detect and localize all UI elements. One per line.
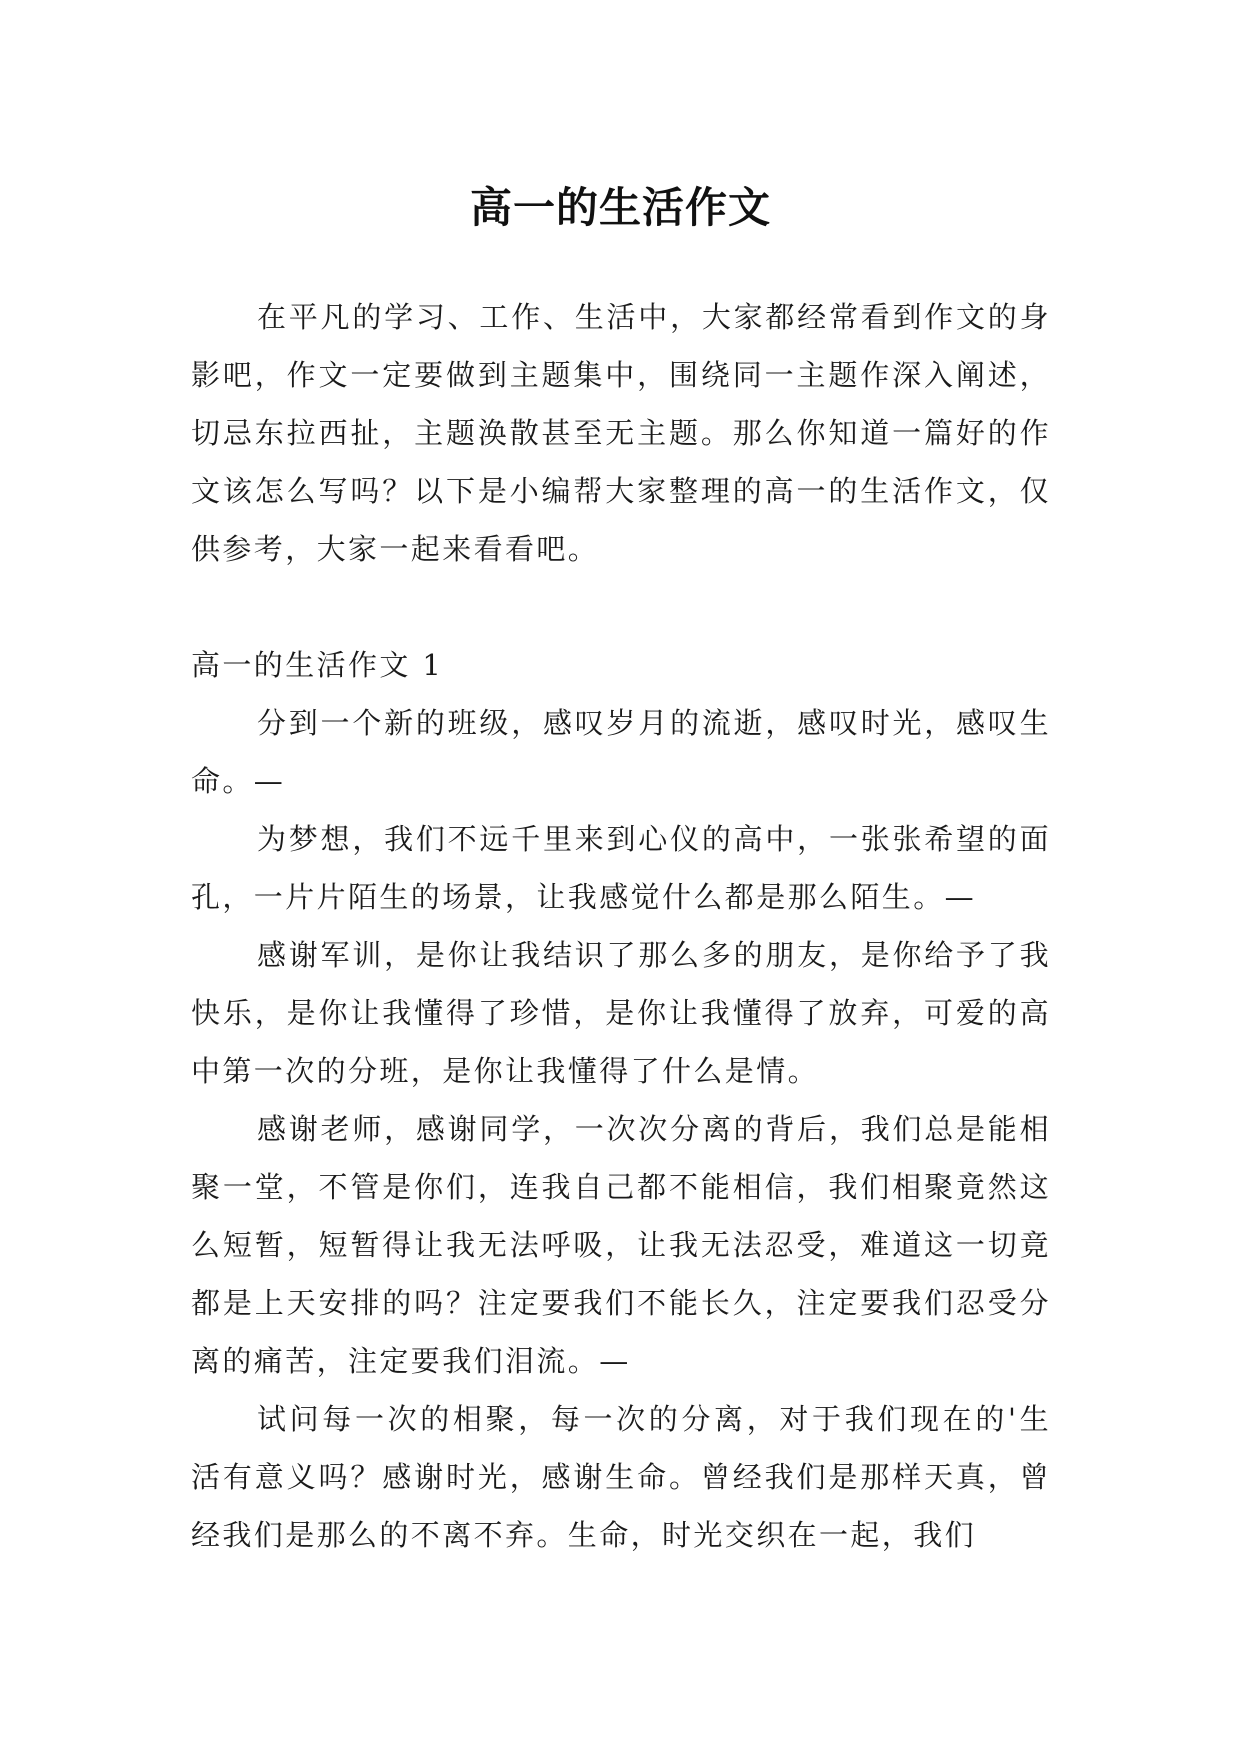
document-body <box>191 288 1051 1564</box>
body-paragraph: 为梦想，我们不远千里来到心仪的高中，一张张希望的面孔，一片片陌生的场景，让我感觉什么都是那么陌生。— <box>191 822 1051 914</box>
body-paragraph: 感谢老师，感谢同学，一次次分离的背后，我们总是能相聚一堂，不管是你们，连我自己都不能相信，我们相聚竟然这么短暂，短暂得让我无法呼吸，让我无法忍受，难道这一切竟都是上天安排的吗？注定要我们不能长久，注定要我们忍受分离的痛苦，注定要我们泪流。— <box>191 1112 1051 1378</box>
body-paragraph: 分到一个新的班级，感叹岁月的流逝，感叹时光，感叹生命。— <box>191 706 1051 798</box>
body-paragraph: 感谢军训，是你让我结识了那么多的朋友，是你给予了我快乐，是你让我懂得了珍惜，是你让我懂得了放弃，可爱的高中第一次的分班，是你让我懂得了什么是情。 <box>191 938 1051 1088</box>
intro-paragraph: 在平凡的学习、工作、生活中，大家都经常看到作文的身影吧，作文一定要做到主题集中，围绕同一主题作深入阐述，切忌东拉西扯，主题涣散甚至无主题。那么你知道一篇好的作文该怎么写吗？以下是小编帮大家整理的高一的生活作文，仅供参考，大家一起来看看吧。 <box>191 300 1051 566</box>
document-title: 高一的生活作文 <box>469 183 771 233</box>
section-heading: 高一的生活作文 1 <box>191 648 444 682</box>
body-paragraph: 试问每一次的相聚，每一次的分离，对于我们现在的'生活有意义吗？感谢时光，感谢生命。曾经我们是那样天真，曾经我们是那么的不离不弃。生命，时光交织在一起，我们 <box>191 1402 1051 1552</box>
